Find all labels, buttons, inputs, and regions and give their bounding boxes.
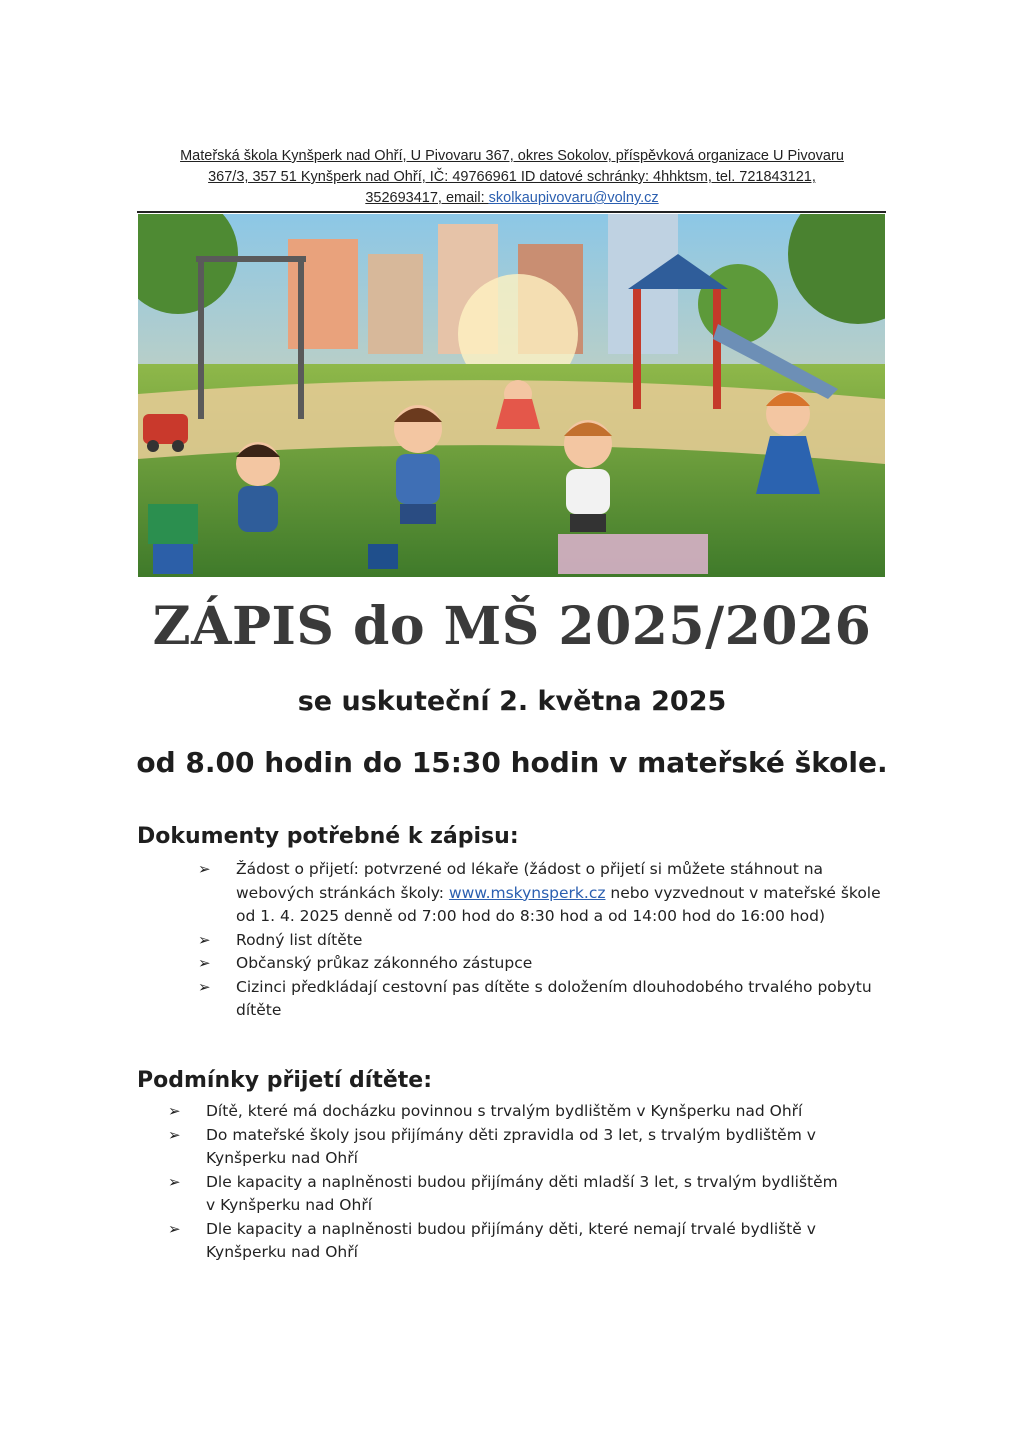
document-item-text: Žádost o přijetí: potvrzené od lékaře (žádost o přijetí si můžete stáhnout na webových stránkách školy: (236, 860, 824, 902)
condition-item-text: Do mateřské školy jsou přijímány děti zpravidla od 3 let, s trvalým bydlištěm v Kynšperku nad Ohří (206, 1125, 816, 1167)
document-item-text: Cizinci předkládají cestovní pas dítěte s doložením dlouhodobého trvalého pobytu dítěte (236, 977, 872, 1019)
list-item (198, 952, 888, 976)
arrow-bullet-icon: ➢ (198, 954, 211, 972)
documents-heading: Dokumenty potřebné k zápisu: (137, 824, 519, 849)
school-website-link[interactable]: www.mskynsperk.cz (448, 883, 606, 902)
document-item-text: Občanský průkaz zákonného zástupce (236, 954, 533, 972)
list-item (198, 929, 888, 953)
email-link[interactable]: skolkaupivovaru@volny.cz (488, 190, 659, 206)
documents-list (198, 858, 888, 1023)
arrow-bullet-icon: ➢ (198, 930, 211, 949)
header-divider (137, 211, 886, 213)
enrollment-date: se uskuteční 2. května 2025 (297, 686, 727, 717)
document-item-text-continued: nebo vyzvednout v mateřské škole od 1. 4. 2025 denně od 7:00 hod do 8:30 hod a od 14:00 hod do 16:00 hod) (236, 883, 881, 925)
arrow-bullet-icon: ➢ (168, 1219, 181, 1238)
list-item (168, 1124, 848, 1171)
header-line-2: 367/3, 357 51 Kynšperk nad Ohří, IČ: 49766961 ID datové schránky: 4hhktsm, tel. 721843121, (208, 169, 816, 185)
list-item (198, 858, 888, 929)
header-line-3: 352693417, email: (365, 190, 489, 206)
list-item (198, 976, 888, 1023)
list-item (168, 1171, 848, 1218)
conditions-list (168, 1100, 848, 1265)
enrollment-title: ZÁPIS do MŠ 2025/2026 (152, 596, 872, 657)
list-item (168, 1100, 848, 1124)
condition-item-text: Dítě, které má docházku povinnou s trvalým bydlištěm v Kynšperku nad Ohří (206, 1102, 803, 1120)
arrow-bullet-icon: ➢ (168, 1102, 181, 1120)
condition-item-text: Dle kapacity a naplněnosti budou přijímány děti, které nemají trvalé bydliště v Kynšperku nad Ohří (206, 1219, 816, 1261)
document-item-text: Rodný list dítěte (236, 930, 363, 949)
enrollment-hours: od 8.00 hodin do 15:30 hodin v mateřské škole. (136, 746, 888, 779)
list-item (168, 1218, 848, 1265)
condition-item-text: Dle kapacity a naplněnosti budou přijímány děti mladší 3 let, s trvalým bydlištěm v Kynšperku nad Ohří (206, 1172, 838, 1214)
arrow-bullet-icon: ➢ (168, 1125, 181, 1144)
arrow-bullet-icon: ➢ (168, 1172, 181, 1191)
playground-illustration (138, 214, 885, 577)
school-header (137, 146, 887, 209)
arrow-bullet-icon: ➢ (198, 977, 211, 996)
arrow-bullet-icon: ➢ (198, 860, 211, 878)
header-line-1: Mateřská škola Kynšperk nad Ohří, U Pivovaru 367, okres Sokolov, příspěvková organizace U Pivovaru (180, 148, 844, 164)
conditions-heading: Podmínky přijetí dítěte: (137, 1068, 433, 1093)
